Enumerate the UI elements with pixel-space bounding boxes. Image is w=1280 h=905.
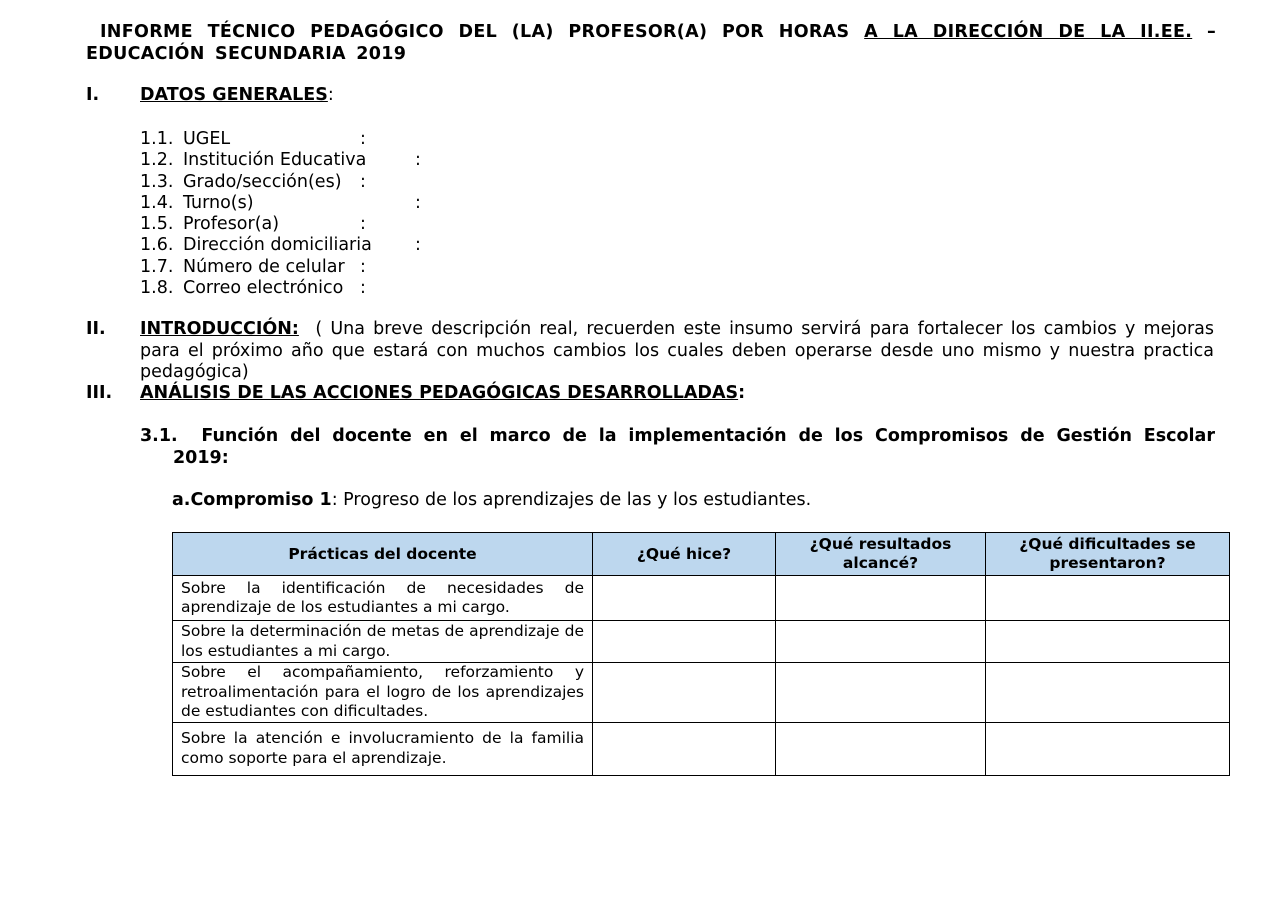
section-1-heading	[86, 85, 1216, 107]
compromiso-letter: a.	[172, 490, 191, 510]
practice-cell: Sobre la determinación de metas de aprendizaje de los estudiantes a mi cargo.	[173, 621, 593, 663]
field-label: Turno(s)	[183, 192, 254, 213]
section-3-title	[140, 383, 745, 405]
compromiso-1-table	[172, 532, 1230, 776]
field-number: 1.5.	[140, 214, 174, 235]
field-label: Grado/sección(es)	[183, 171, 342, 192]
section-1-suffix: :	[327, 85, 334, 105]
table-row	[173, 663, 1230, 723]
compromiso-1-line	[172, 490, 811, 512]
field-label: Profesor(a)	[183, 214, 280, 235]
section-2-title: INTRODUCCIÓN:	[140, 319, 299, 339]
section-1-title	[140, 85, 334, 107]
field-colon: :	[360, 214, 366, 235]
field-label: Dirección domiciliaria	[183, 235, 372, 256]
resultados-cell[interactable]	[776, 621, 986, 663]
field-colon: :	[360, 278, 366, 299]
field-number: 1.7.	[140, 256, 174, 277]
field-colon: :	[360, 256, 366, 277]
field-number: 1.2.	[140, 150, 174, 171]
practice-cell: Sobre la atención e involucramiento de la familia como soporte para el aprendizaje.	[173, 722, 593, 775]
que-hice-cell[interactable]	[593, 621, 776, 663]
section-2-number-wrap	[86, 319, 140, 341]
introduction-text: ( Una breve descripción real, recuerden este insumo servirá para fortalecer los cambios y mejoras para el próximo año que estará con muchos cambios los cuales deben operarse desde uno mismo y nuestra practica pedagógica)	[140, 319, 1214, 382]
resultados-cell[interactable]	[776, 722, 986, 775]
practice-cell: Sobre el acompañamiento, reforzamiento y retroalimentación para el logro de los aprendizajes de estudiantes con dificultades.	[173, 663, 593, 723]
column-header-resultados: ¿Qué resultados alcancé?	[776, 533, 986, 576]
title-text-b: A LA DIRECCIÓN DE LA II.EE.	[864, 22, 1193, 42]
title-line-1	[86, 21, 1216, 43]
dificultades-cell[interactable]	[986, 722, 1230, 775]
subsection-3-1-number: 3.1.	[140, 426, 178, 446]
que-hice-cell[interactable]	[593, 722, 776, 775]
table-row	[173, 576, 1230, 621]
compromiso-text: : Progreso de los aprendizajes de las y los estudiantes.	[331, 490, 812, 510]
section-3-suffix: :	[738, 383, 746, 403]
introduction-paragraph	[140, 319, 1214, 384]
field-number: 1.4.	[140, 192, 174, 213]
dificultades-cell[interactable]	[986, 621, 1230, 663]
title-text-a: INFORME TÉCNICO PEDAGÓGICO DEL (LA) PROFESOR(A) POR HORAS	[100, 22, 850, 42]
field-colon: :	[360, 171, 366, 192]
table-row	[173, 621, 1230, 663]
field-number: 1.8.	[140, 278, 174, 299]
subsection-3-1-text: Función del docente en el marco de la implementación de los Compromisos de Gestión Escolar	[201, 426, 1215, 446]
field-colon: :	[415, 192, 421, 213]
field-colon: :	[415, 235, 421, 256]
field-number: 1.3.	[140, 171, 174, 192]
field-label: Institución Educativa	[183, 150, 367, 171]
resultados-cell[interactable]	[776, 663, 986, 723]
field-colon: :	[415, 150, 421, 171]
dificultades-cell[interactable]	[986, 663, 1230, 723]
field-label: UGEL	[183, 129, 231, 149]
que-hice-cell[interactable]	[593, 663, 776, 723]
compromiso-name: Compromiso 1	[190, 490, 332, 510]
title-dash: –	[1206, 22, 1216, 42]
section-3-title-text: ANÁLISIS DE LAS ACCIONES PEDAGÓGICAS DESARROLLADAS	[140, 383, 739, 403]
que-hice-cell[interactable]	[593, 576, 776, 621]
dificultades-cell[interactable]	[986, 576, 1230, 621]
subsection-3-1-heading	[140, 426, 1215, 469]
section-1-title-text: DATOS GENERALES	[140, 85, 328, 105]
subsection-3-1-line-2: 2019:	[173, 447, 229, 468]
practice-cell: Sobre la identificación de necesidades de aprendizaje de los estudiantes a mi cargo.	[173, 576, 593, 621]
title-line-2: EDUCACIÓN SECUNDARIA 2019	[86, 44, 407, 64]
field-colon: :	[360, 129, 366, 149]
section-2-number: II.	[86, 319, 106, 339]
column-header-dificultades: ¿Qué dificultades se presentaron?	[986, 533, 1230, 576]
field-number: 1.1.	[140, 129, 174, 149]
subsection-3-1-line-1	[140, 426, 1215, 448]
field-number: 1.6.	[140, 235, 174, 256]
document-title	[86, 21, 1216, 65]
field-label: Número de celular	[183, 256, 345, 277]
table-header-row	[173, 533, 1230, 576]
section-1-number: I.	[86, 85, 100, 105]
column-header-practicas: Prácticas del docente	[173, 533, 593, 576]
table-row	[173, 722, 1230, 775]
column-header-que-hice: ¿Qué hice?	[593, 533, 776, 576]
resultados-cell[interactable]	[776, 576, 986, 621]
section-3-heading	[86, 383, 1216, 405]
field-label: Correo electrónico	[183, 278, 344, 299]
section-3-number: III.	[86, 383, 113, 403]
